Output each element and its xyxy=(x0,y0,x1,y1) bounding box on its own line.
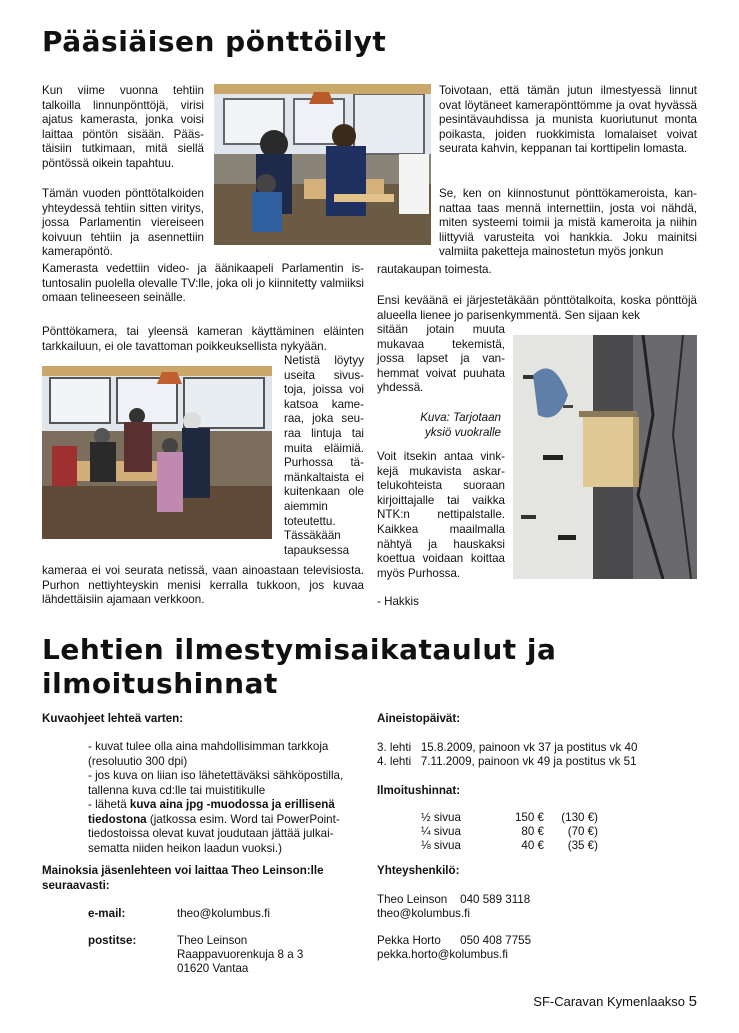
article-paragraph: kameraa ei voi seurata netissä, vaan ainoastaan televisiosta. Purhon nettiyhteyskin menisi kerralla tukkoon, jos kuvaa lähdettäisiin ajamaan verkkoon. xyxy=(42,564,364,607)
article-paragraph: Voit itsekin antaa vinkkejä mukavista askartelukohteista suoraan kirjoittajalle tai vaikka NTK:n nettipalstalle. Kaikkea maailmalla nähtyä ja hauskaksi koettua voidaan koittaa myös Purhossa. xyxy=(377,450,505,580)
post-address-line: Theo Leinson xyxy=(177,934,248,947)
contact-name-phone: Pekka Horto 050 408 7755 xyxy=(377,934,532,947)
article-paragraph: Pönttökamera, tai yleensä kameran käyttäminen eläinten tarkkailuun, ei ole tavattoman poikkeuksellista nykyään. xyxy=(42,325,364,353)
price-alt: (130 €) xyxy=(561,811,598,824)
price-alt: (35 €) xyxy=(567,839,598,852)
instruction-text: - lähetä xyxy=(88,798,130,811)
price-size: ⅛ sivua xyxy=(421,839,461,852)
price-eur: 80 € xyxy=(521,825,544,838)
workshop-photo-1 xyxy=(214,84,431,245)
author-signature: - Hakkis xyxy=(377,595,419,608)
article-paragraph: rautakaupan toimesta. xyxy=(377,263,492,276)
post-address-line: Raappavuorenkuja 8 a 3 xyxy=(177,948,304,961)
heading-ads: Mainoksia jäsenlehteen voi laittaa Theo Leinson:lle seuraavasti: xyxy=(42,864,324,892)
article-paragraph: sitään jotain muuta mukavaa tekemistä, jossa lapset ja vanhemmat voivat puuhata yhdessä. xyxy=(377,323,505,395)
photo-caption: Kuva: Tarjotaan yksiö vuokralle xyxy=(420,411,501,439)
page-number: 5 xyxy=(688,993,697,1010)
article-paragraph: Tämän vuoden pönttötalkoiden yhteydessä tehtiin sitten viritys, jossa Parlamentin viereiseen koivuun tehtiin ja asennettiin kamerapöntö. xyxy=(42,187,204,259)
deadline-row: 4. lehti 7.11.2009, painoon vk 49 ja postitus vk 51 xyxy=(377,755,637,768)
footer-text: SF-Caravan Kymenlaakso xyxy=(533,994,686,1009)
email-value[interactable]: theo@kolumbus.fi xyxy=(177,907,270,920)
section-title-line2: ilmoitushinnat xyxy=(42,667,278,700)
article-paragraph: Se, ken on kiinnostunut pönttökameroista, kannattaa taas mennä internettiin, josta voi nähdä, miten systeemi toimii ja mistä kameroita ja niihin liittyviä varusteita voi hankkia. Joku mainitsi valmiita paketteja mainostetun myös jonkun xyxy=(439,187,697,259)
price-alt: (70 €) xyxy=(567,825,598,838)
article-paragraph: Kun viime vuonna tehtiin talkoilla linnunpönttöjä, virisi ajatus kamerasta, jonka voisi laittaa pöntön sisään. Päästäisiin tutkimaan, mitä siellä pöntössä oikein tapahtuu. xyxy=(42,84,204,170)
birdhouse-photo xyxy=(513,335,697,579)
price-size: ¼ sivua xyxy=(421,825,461,838)
email-label: e-mail: xyxy=(88,907,126,920)
contact-name-phone: Theo Leinson 040 589 3118 xyxy=(377,893,531,906)
instruction-item: - jos kuva on liian iso lähetettäväksi sähköpostilla, tallenna kuva cd:lle tai muistitikulle xyxy=(88,769,344,797)
price-eur: 150 € xyxy=(514,811,544,824)
footer xyxy=(533,994,697,1010)
instruction-emphasis: kuva aina jpg -muodossa ja erillisenä tiedostona xyxy=(88,798,335,826)
article-paragraph: Toivotaan, että tämän jutun ilmestyessä linnut ovat löytäneet kamerapönttömme ja ovat hyvässä pesintävauhdissa ja munista kuoriutunut monta poikasta, joiden ruokkimista lomalaiset voivat seurata kahvin, keppanan tai korttipelin lomasta. xyxy=(439,84,697,156)
heading-contacts: Yhteyshenkilö: xyxy=(377,864,460,877)
article-title: Pääsiäisen pönttöilyt xyxy=(42,25,387,58)
heading-prices: Ilmoitushinnat: xyxy=(377,784,461,797)
price-eur: 40 € xyxy=(521,839,544,852)
price-size: ½ sivua xyxy=(421,811,461,824)
section-title-line1: Lehtien ilmestymisaikataulut ja xyxy=(42,633,557,666)
contact-email[interactable]: pekka.horto@kolumbus.fi xyxy=(377,948,508,961)
post-label: postitse: xyxy=(88,934,137,947)
heading-photo-instructions: Kuvaohjeet lehteä varten: xyxy=(42,712,184,725)
heading-deadlines: Aineistopäivät: xyxy=(377,712,461,725)
post-address-line: 01620 Vantaa xyxy=(177,962,249,975)
deadline-row: 3. lehti 15.8.2009, painoon vk 37 ja postitus vk 40 xyxy=(377,741,638,754)
article-paragraph: Netistä löytyy useita sivustoja, joissa voi katsoa kameraa, joka seuraa lintuja tai muita eläimiä. Purhossa tämänkaltaista ei kuitenkaan ole aiemmin toteutettu. Tässäkään tapauksessa xyxy=(284,354,364,557)
instruction-item: - kuvat tulee olla aina mahdollisimman tarkkoja (resoluutio 300 dpi) xyxy=(88,740,329,768)
workshop-photo-2 xyxy=(42,366,272,539)
instruction-item xyxy=(88,798,366,856)
instruction-text: (jatkossa esim. Word tai PowerPoint-tiedostoissa olevat kuvat joudutaan jättää julkaisematta niiden heikon laadun vuoksi.) xyxy=(88,812,340,855)
article-paragraph: Ensi keväänä ei järjestetäkään pönttötalkoita, koska pönttöjä alueella lienee jo parisenkymmentä. Sen sijaan kek xyxy=(377,294,697,322)
contact-email[interactable]: theo@kolumbus.fi xyxy=(377,907,470,920)
article-paragraph: Kamerasta vedettiin video- ja äänikaapeli Parlamentin istuntosalin puolella olevalle TV:lle, joka oli jo kiinnitetty valmiiksi omaan telineeseen seinälle. xyxy=(42,262,364,305)
